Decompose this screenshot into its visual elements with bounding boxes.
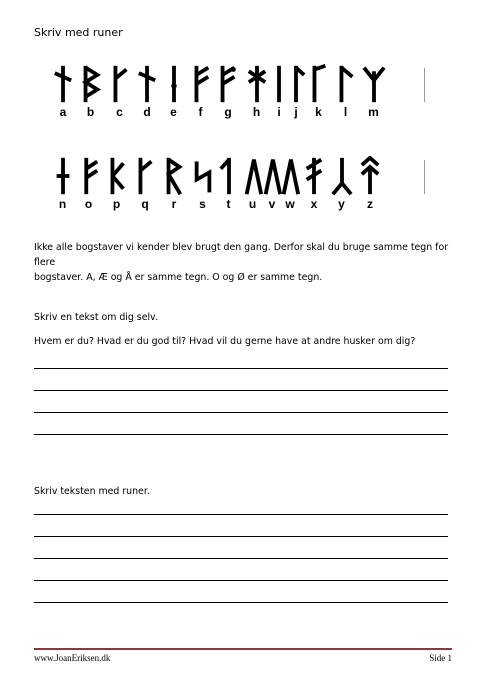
- p-rune-icon: [105, 156, 129, 196]
- writing-line[interactable]: [34, 434, 448, 435]
- rune-letter-h: h: [252, 105, 261, 119]
- footer-rule: [34, 648, 452, 650]
- r-rune-icon: [162, 156, 186, 196]
- task1-instruction: Skriv en tekst om dig selv.: [34, 312, 158, 323]
- rune-cell-b: [76, 64, 105, 118]
- rune-letter-j: j: [294, 105, 298, 119]
- rune-letter-c: c: [116, 105, 123, 119]
- rune-cell-o: [75, 156, 102, 210]
- rune-letter-f: f: [198, 105, 203, 119]
- rune-cell-l: [332, 64, 359, 118]
- rune-letter-k: k: [315, 105, 322, 119]
- info-line-2: bogstaver. A, Æ og Å er samme tegn. O og Ø er samme tegn.: [34, 272, 323, 283]
- rune-cell-d: [134, 64, 160, 118]
- writing-line[interactable]: [34, 514, 448, 515]
- rune-letter-n: n: [58, 197, 67, 211]
- y-rune-icon: [330, 156, 354, 196]
- rune-letter-t: t: [226, 197, 231, 211]
- rune-cell-p: [102, 156, 131, 210]
- w-rune-icon: [278, 156, 302, 196]
- rune-letter-a: a: [59, 105, 67, 119]
- writing-line[interactable]: [34, 390, 448, 391]
- h-rune-icon: [245, 64, 269, 104]
- rune-cell-e: [160, 64, 187, 118]
- rune-letter-w: w: [285, 197, 295, 211]
- rune-letter-o: o: [84, 197, 93, 211]
- rune-letter-b: b: [86, 105, 95, 119]
- footer-website: www.JoanEriksen.dk: [34, 653, 111, 663]
- a-rune-icon: [51, 64, 75, 104]
- b-rune-icon: [79, 64, 103, 104]
- rune-cell-s: [189, 156, 216, 210]
- rune-letter-g: g: [224, 105, 232, 119]
- z-rune-icon: [358, 156, 382, 196]
- rune-cell-j: [287, 64, 305, 118]
- rune-cell-y: [328, 156, 355, 210]
- rune-letter-e: e: [170, 105, 177, 119]
- rune-cell-x: [300, 156, 328, 210]
- writing-line[interactable]: [34, 536, 448, 537]
- e-rune-icon: [162, 64, 186, 104]
- rune-cell-m: [359, 64, 388, 118]
- s-rune-icon: [191, 156, 215, 196]
- rune-cell-z: [355, 156, 385, 210]
- rune-cell-t: [216, 156, 241, 210]
- l-rune-icon: [334, 64, 358, 104]
- rune-letter-v: v: [268, 197, 276, 211]
- task2-instruction: Skriv teksten med runer.: [34, 486, 150, 497]
- writing-line[interactable]: [34, 412, 448, 413]
- rune-cell-k: [305, 64, 332, 118]
- rune-letter-q: q: [141, 197, 149, 211]
- rune-letter-d: d: [143, 105, 151, 119]
- rune-alphabet-row-1: [50, 64, 388, 118]
- rune-letter-p: p: [112, 197, 121, 211]
- t-rune-icon: [217, 156, 241, 196]
- writing-line[interactable]: [34, 558, 448, 559]
- rune-cell-r: [159, 156, 189, 210]
- rune-cell-f: [187, 64, 214, 118]
- q-rune-icon: [133, 156, 157, 196]
- x-rune-icon: [302, 156, 326, 196]
- margin-tick: [424, 160, 425, 194]
- info-line-1: Ikke alle bogstaver vi kender blev brugt den gang. Derfor skal du bruge samme tegn for flere: [34, 242, 449, 268]
- rune-letter-r: r: [171, 197, 177, 211]
- c-rune-icon: [108, 64, 132, 104]
- rune-letter-z: z: [367, 197, 373, 211]
- info-paragraph: [34, 240, 454, 285]
- k-rune-icon: [307, 64, 331, 104]
- rune-letter-u: u: [248, 197, 257, 211]
- o-rune-icon: [77, 156, 101, 196]
- rune-letter-y: y: [338, 197, 345, 211]
- writing-line[interactable]: [34, 602, 448, 603]
- rune-letter-i: i: [277, 105, 281, 119]
- rune-alphabet-row-2: [50, 156, 385, 210]
- rune-cell-q: [131, 156, 159, 210]
- rune-letter-l: l: [343, 105, 348, 119]
- footer-page-number: Side 1: [429, 653, 452, 663]
- page-title: Skriv med runer: [34, 26, 123, 39]
- f-rune-icon: [189, 64, 213, 104]
- writing-line[interactable]: [34, 368, 448, 369]
- n-rune-icon: [51, 156, 75, 196]
- rune-cell-n: [50, 156, 75, 210]
- d-rune-icon: [135, 64, 159, 104]
- task1-questions: Hvem er du? Hvad er du god til? Hvad vil du gerne have at andre husker om dig?: [34, 336, 416, 347]
- rune-cell-w: [280, 156, 300, 210]
- rune-letter-m: m: [368, 105, 379, 119]
- writing-line[interactable]: [34, 580, 448, 581]
- margin-tick: [424, 68, 425, 102]
- rune-cell-a: [50, 64, 76, 118]
- g-rune-icon: [216, 64, 240, 104]
- rune-cell-g: [214, 64, 242, 118]
- rune-letter-s: s: [199, 197, 206, 211]
- rune-cell-c: [105, 64, 134, 118]
- m-rune-icon: [362, 64, 386, 104]
- rune-letter-x: x: [310, 197, 318, 211]
